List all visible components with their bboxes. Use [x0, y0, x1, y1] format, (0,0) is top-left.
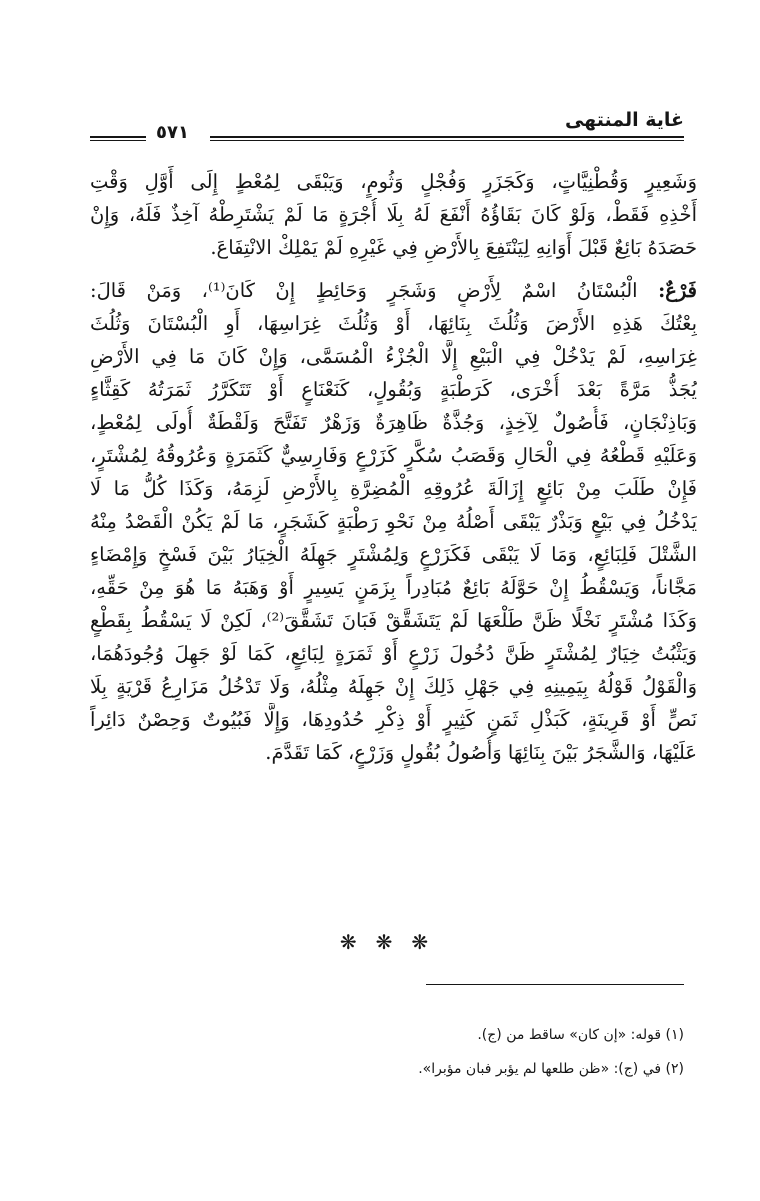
section-lead: فَرْعٌ: [658, 279, 697, 302]
text-line: الشَّتْلَ فَلِبَائِعٍ، وَمَا لَا يَبْقَى فَكَزَرْعٍ وَلِمُشْتَرٍ جَهِلَهُ الْخِيَارُ بَيْنَ فَسْخٍ وَإِمْضَاءٍ [90, 543, 697, 566]
text-line: وَعَلَيْهِ قَطْعُهُ فِي الْحَالِ وَقَصَبُ سُكَّرٍ كَزَرْعٍ وَفَارِسِيٌّ كَثَمَرَةٍ وَعُرُوقُهُ لِمُشْتَرٍ، [90, 444, 697, 467]
text-line: وَيَثْبُتُ خِيَارٌ لِمُشْتَرٍ ظَنَّ دُخُولَ زَرْعٍ أَوْ ثَمَرَةٍ لِبَائِعٍ، كَمَا لَوْ جَهِلَ وُجُودَهُمَا، [90, 642, 697, 665]
text-segment: الْبُسْتَانُ اسْمٌ لِأَرْضٍ وَشَجَرٍ وَحَائِطٍ إِنْ كَانَ⁽¹⁾، وَمَنْ قَالَ: [90, 279, 638, 302]
text-line: غِرَاسِهِ، لَمْ يَدْخُلْ فِي الْبَيْعِ إِلَّا الْجُزْءُ الْمُسَمَّى، وَإِنْ كَانَ مَا فِي الأَرْضِ [90, 345, 697, 368]
text-line: أَخْذِهِ فَقَطْ، وَلَوْ كَانَ بَقَاؤُهُ أَنْفَعَ لَهُ بِلَا أُجْرَةٍ مَا لَمْ يَشْتَرِطْهُ آخِذٌ فَلَهُ، وَإِنْ [90, 203, 697, 226]
text-line: وَشَعِيرٍ وَقُطْنِيَّاتٍ، وَكَجَزَرٍ وَفُجْلٍ وَثُومٍ، وَيَبْقَى لِمُعْطٍ إِلَى أَوَّلِ وَقْتِ [90, 170, 697, 193]
paragraph-2 [90, 274, 697, 769]
text-line: نَصٍّ أَوْ قَرِينَةٍ، كَبَذْلِ ثَمَنٍ كَثِيرٍ أَوْ ذِكْرِ حُدُودِهَا، وَإِلَّا فَبُيُوتٌ وَحِصْنٌ دَائِراً [90, 708, 697, 731]
text-line: وَالْقَوْلُ قَوْلُهُ بِيَمِينِهِ فِي جَهْلِ ذَلِكَ إِنْ جَهِلَهُ مِثْلُهُ، وَلَا تَدْخُلُ مَزَارِعُ قَرْيَةٍ بِلَا [90, 675, 697, 698]
footnote-1: (١) قوله: «إن كان» ساقط من (ج). [477, 1027, 684, 1043]
running-title: غاية المنتهى [564, 109, 684, 131]
text-line: بِعْتُكَ هَذِهِ الأَرْضَ وَثُلُثَ بِنَائِهَا، أَوْ وَثُلُثَ غِرَاسِهَا، أَوِ الْبُسْتَانَ وَثُلُثَ [90, 312, 697, 335]
header-rule-short [90, 136, 146, 141]
text-line: فَإِنْ طَلَبَ مِنْ بَائِعٍ إِزَالَةَ عُرُوقِهِ الْمُضِرَّةِ بِالأَرْضِ لَزِمَهُ، وَكَذَا كُلُّ مَا لَا [90, 477, 697, 500]
text-line: يَدْخُلُ فِي بَيْعٍ وَبَذْرٌ يَبْقَى أَصْلُهُ مِنْ نَحْوِ رَطْبَةٍ كَشَجَرٍ، مَا لَمْ يَكُنْ الْقَصْدُ مِنْهُ [90, 510, 697, 533]
footnotes [90, 1018, 684, 1086]
text-line-first [90, 274, 697, 307]
text-line: مَجَّاناً، وَيَسْقُطُ إِنْ حَوَّلَهُ بَائِعٌ مُبَادِراً بِزَمَنٍ يَسِيرٍ أَوْ وَهَبَهُ مَا هُوَ مِنْ حَقِّهِ، [90, 576, 697, 599]
main-text [90, 165, 697, 769]
text-line: وَبَاذِنْجَانٍ، فَأُصُولٌ لِآخِذٍ، وَجُذَّةٌ ظَاهِرَةٌ وَزَهْرٌ تَفَتَّحَ وَلَقْطَةٌ أُولَى لِمُعْطٍ، [90, 411, 697, 434]
page-header [90, 108, 684, 148]
text-line: عَلَيْهَا، وَالشَّجَرُ بَيْنَ بِنَائِهَا وَأُصُولُ بُقُولٍ وَزَرْعٍ، كَمَا تَقَدَّمَ. [265, 741, 697, 764]
section-separator: ❋ ❋ ❋ [339, 930, 435, 954]
text-line: وَكَذَا مُشْتَرٍ نَخْلًا ظَنَّ طَلْعَهَا لَمْ يَتَشَقَّقْ فَبَانَ تَشَقَّقَ⁽²⁾، لَكِنْ لَا يَسْقُطُ بِقَطْعٍ [90, 609, 697, 632]
footnote-rule [426, 984, 684, 985]
paragraph-1 [90, 165, 697, 264]
footnote-2: (٢) في (ج): «ظن طلعها لم يؤبر فبان مؤبرا». [418, 1061, 684, 1077]
page-number: ٥٧١ [156, 122, 189, 143]
text-line: يُجَذُّ مَرَّةً بَعْدَ أُخْرَى، كَرَطْبَةٍ وَبُقُولٍ، كَنَعْنَاعٍ أَوْ تَتَكَرَّرُ ثَمَرَتُهُ كَقِثَّاءٍ [90, 378, 697, 401]
header-rule [210, 136, 684, 141]
text-line: حَصَدَهُ بَائِعٌ قَبْلَ أَوَانِهِ لِيَنْتَفِعَ بِالأَرْضِ فِي غَيْرِهِ لَمْ يَمْلِكْ الانْتِفَاعَ. [210, 236, 697, 259]
